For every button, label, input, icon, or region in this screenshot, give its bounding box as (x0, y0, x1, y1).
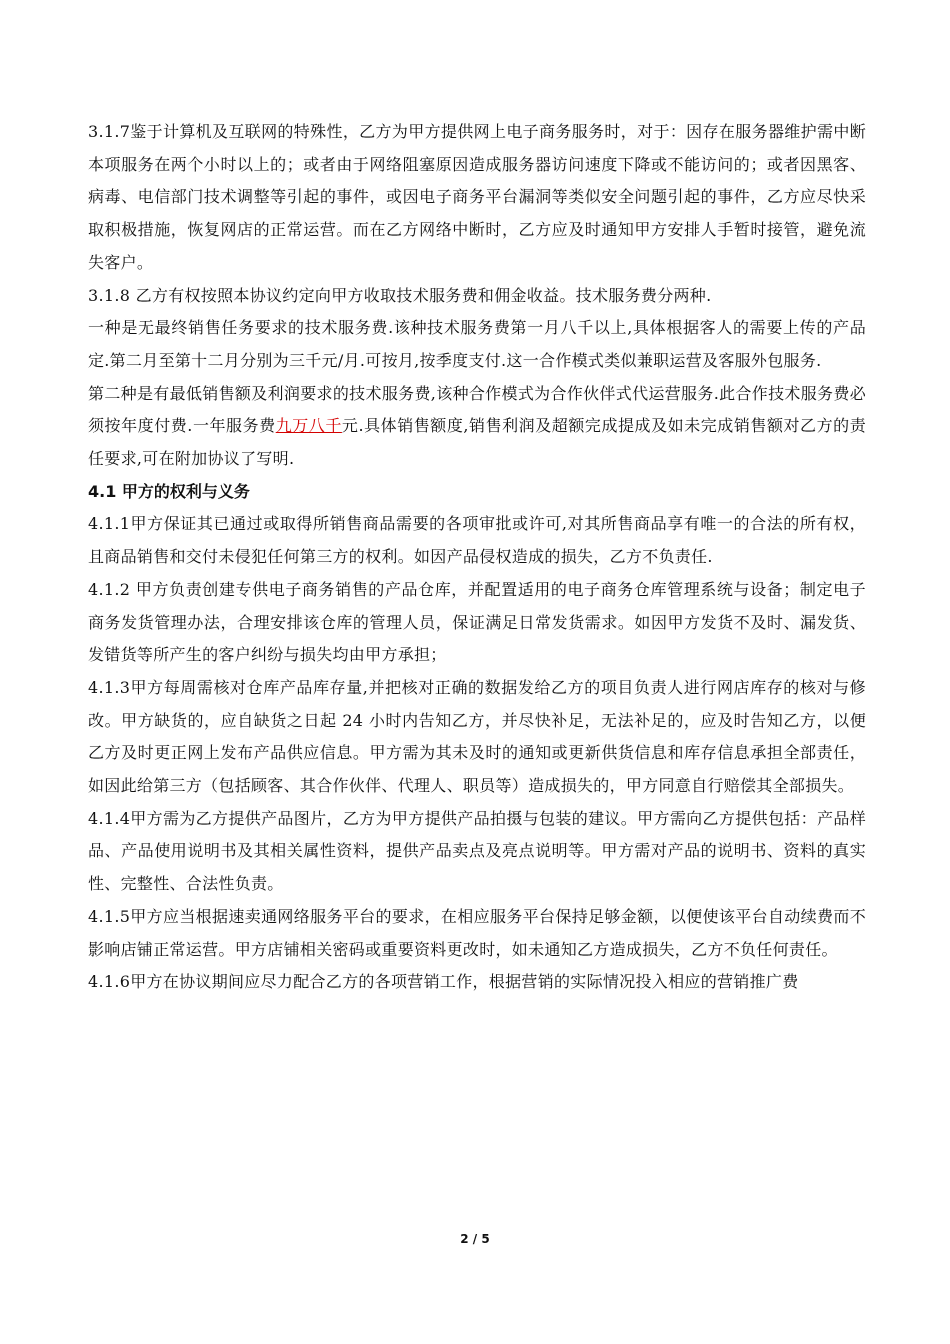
clause-3-1-8: 3.1.8 乙方有权按照本协议约定向甲方收取技术服务费和佣金收益。技术服务费分两种. (88, 285, 712, 305)
clause-4-1-4: 4.1.4甲方需为乙方提供产品图片，乙方为甲方提供产品拍摄与包装的建议。甲方需向乙方提供包括：产品样品、产品使用说明书及其相关属性资料，提供产品卖点及亮点说明等。甲方需对产品的说明书、资料的真实性、完整性、合法性负责。 (88, 808, 866, 894)
clause-4-1-6: 4.1.6甲方在协议期间应尽力配合乙方的各项营销工作，根据营销的实际情况投入相应的营销推广费 (88, 972, 799, 992)
fee-option-two-text: 第二种是有最低销售额及利润要求的技术服务费,该种合作模式为合作伙伴式代运营服务.此合作技术服务费必须按年度付费.一年服务费 (88, 383, 866, 436)
clause-4-1-5: 4.1.5甲方应当根据速卖通网络服务平台的要求，在相应服务平台保持足够金额，以便使该平台自动续费而不影响店铺正常运营。甲方店铺相关密码或重要资料更改时，如未通知乙方造成损失，乙方不负任何责任。 (88, 906, 866, 959)
page-number: 2 / 5 (460, 1232, 490, 1246)
clause-4-1-1: 4.1.1甲方保证其已通过或取得所销售商品需要的各项审批或许可,对其所售商品享有唯一的合法的所有权，且商品销售和交付未侵犯任何第三方的权利。如因产品侵权造成的损失，乙方不负责任. (88, 514, 866, 567)
clause-4-1-3: 4.1.3甲方每周需核对仓库产品库存量,并把核对正确的数据发给乙方的项目负责人进行网店库存的核对与修改。甲方缺货的，应自缺货之日起 24 小时内告知乙方，并尽快补足，无法补足的，应及时告知乙方，以便乙方及时更正网上发布产品供应信息。甲方需为其未及时的通知或更新供货信息和库存信息承担全部责任，如因此给第三方（包括顾客、其合作伙伴、代理人、职员等）造成损失的，甲方同意自行赔偿其全部损失。 (88, 677, 866, 796)
fee-option-one: 一种是无最终销售任务要求的技术服务费.该种技术服务费第一月八千以上,具体根据客人的需要上传的产品定.第二月至第十二月分别为三千元/月.可按月,按季度支付.这一合作模式类似兼职运营及客服外包服务. (88, 318, 866, 370)
document-body (88, 116, 866, 999)
fee-option-two (88, 378, 866, 476)
clause-3-1-7: 3.1.7鉴于计算机及互联网的特殊性，乙方为甲方提供网上电子商务服务时，对于：因存在服务器维护需中断本项服务在两个小时以上的；或者由于网络阻塞原因造成服务器访问速度下降或不能访问的；或者因黑客、病毒、电信部门技术调整等引起的事件，或因电子商务平台漏洞等类似安全问题引起的事件，乙方应尽快采取积极措施，恢复网店的正常运营。而在乙方网络中断时，乙方应及时通知甲方安排人手暂时接管，避免流失客户。 (88, 122, 866, 272)
fee-option-two-text-end: 元.具体销售额度,销售利润及超额完成提成及如未完成销售额对乙方的责任要求,可在附加协议了写明. (88, 416, 866, 469)
annual-fee-amount: 九万八千 (275, 416, 342, 436)
section-heading-4-1: 4.1 甲方的权利与义务 (88, 481, 250, 501)
clause-4-1-2: 4.1.2 甲方负责创建专供电子商务销售的产品仓库，并配置适用的电子商务仓库管理系统与设备；制定电子商务发货管理办法，合理安排该仓库的管理人员，保证满足日常发货需求。如因甲方发货不及时、漏发货、发错货等所产生的客户纠纷与损失均由甲方承担； (88, 579, 866, 665)
